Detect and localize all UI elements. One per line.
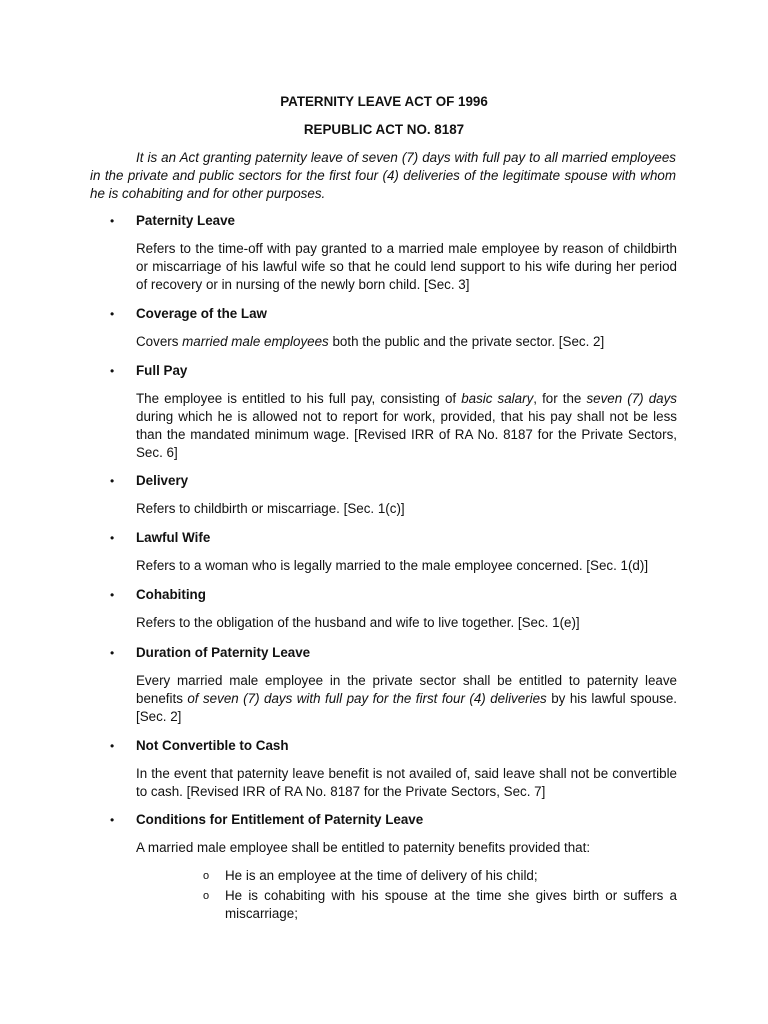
sub-bullet-icon: o (203, 890, 210, 902)
bullet-icon: • (110, 531, 115, 545)
condition-item: He is cohabiting with his spouse at the time she gives birth or suffers a miscarriage; (225, 888, 677, 921)
section-body: Refers to the obligation of the husband and wife to live together. [Sec. 1(e)] (136, 615, 580, 630)
bullet-icon: • (110, 307, 115, 321)
section-body (136, 672, 677, 726)
section-body (136, 333, 677, 351)
body-emphasis: basic salary (461, 391, 534, 406)
section-body: Refers to a woman who is legally married to the male employee concerned. [Sec. 1(d)] (136, 558, 649, 573)
body-text: Every married male employee in the private sector shall be entitled to paternity leave benefits (136, 673, 677, 706)
section-body (136, 390, 677, 462)
body-text: both the public and the private sector. [Sec. 2] (328, 334, 605, 349)
body-emphasis: married male employees (182, 334, 329, 349)
bullet-icon: • (110, 813, 115, 827)
condition-item: He is an employee at the time of delivery of his child; (225, 868, 538, 883)
section-heading: Duration of Paternity Leave (136, 645, 311, 660)
section-body: A married male employee shall be entitled to paternity benefits provided that: (136, 840, 591, 855)
document-subtitle: REPUBLIC ACT NO. 8187 (303, 122, 465, 137)
bullet-icon: • (110, 588, 115, 602)
section-heading: Cohabiting (136, 587, 206, 602)
document-title: PATERNITY LEAVE ACT OF 1996 (280, 94, 488, 109)
section-heading: Paternity Leave (136, 213, 235, 228)
section-body: Refers to childbirth or miscarriage. [Sec. 1(c)] (136, 501, 405, 516)
bullet-icon: • (110, 364, 115, 378)
bullet-icon: • (110, 739, 115, 753)
bullet-icon: • (110, 214, 115, 228)
bullet-icon: • (110, 474, 115, 488)
section-heading: Conditions for Entitlement of Paternity Leave (136, 812, 424, 827)
body-text: during which he is allowed not to report for work, provided, that his pay shall not be less than the mandated minimum wage. [Revised IRR of RA No. 8187 for the Private Sectors, Sec. 6] (136, 409, 677, 460)
body-text: The employee is entitled to his full pay, consisting of (136, 391, 462, 406)
intro-paragraph: It is an Act granting paternity leave of seven (7) days with full pay to all married employees in the private and public sectors for the first four (4) deliveries of the legitimate spouse with whom he is cohabiting and for other purposes. (90, 150, 676, 201)
sub-bullet-icon: o (203, 870, 210, 882)
section-body: In the event that paternity leave benefit is not availed of, said leave shall not be convertible to cash. [Revised IRR of RA No. 8187 for the Private Sectors, Sec. 7] (136, 766, 677, 799)
bullet-icon: • (110, 646, 115, 660)
body-text: Covers (136, 334, 183, 349)
section-heading: Coverage of the Law (136, 306, 267, 321)
body-text: by his lawful spouse. [Sec. 2] (136, 691, 677, 724)
body-emphasis: seven (7) days (586, 391, 678, 406)
section-heading: Not Convertible to Cash (136, 738, 289, 753)
body-text: , for the (533, 391, 587, 406)
body-emphasis: of seven (7) days with full pay for the first four (4) deliveries (187, 691, 547, 706)
section-heading: Delivery (136, 473, 189, 488)
section-heading: Full Pay (136, 363, 188, 378)
section-heading: Lawful Wife (136, 530, 211, 545)
section-body: Refers to the time-off with pay granted to a married male employee by reason of childbirth or miscarriage of his lawful wife so that he could lend support to his wife during her period of recovery or in nursing of the newly born child. [Sec. 3] (136, 241, 677, 292)
